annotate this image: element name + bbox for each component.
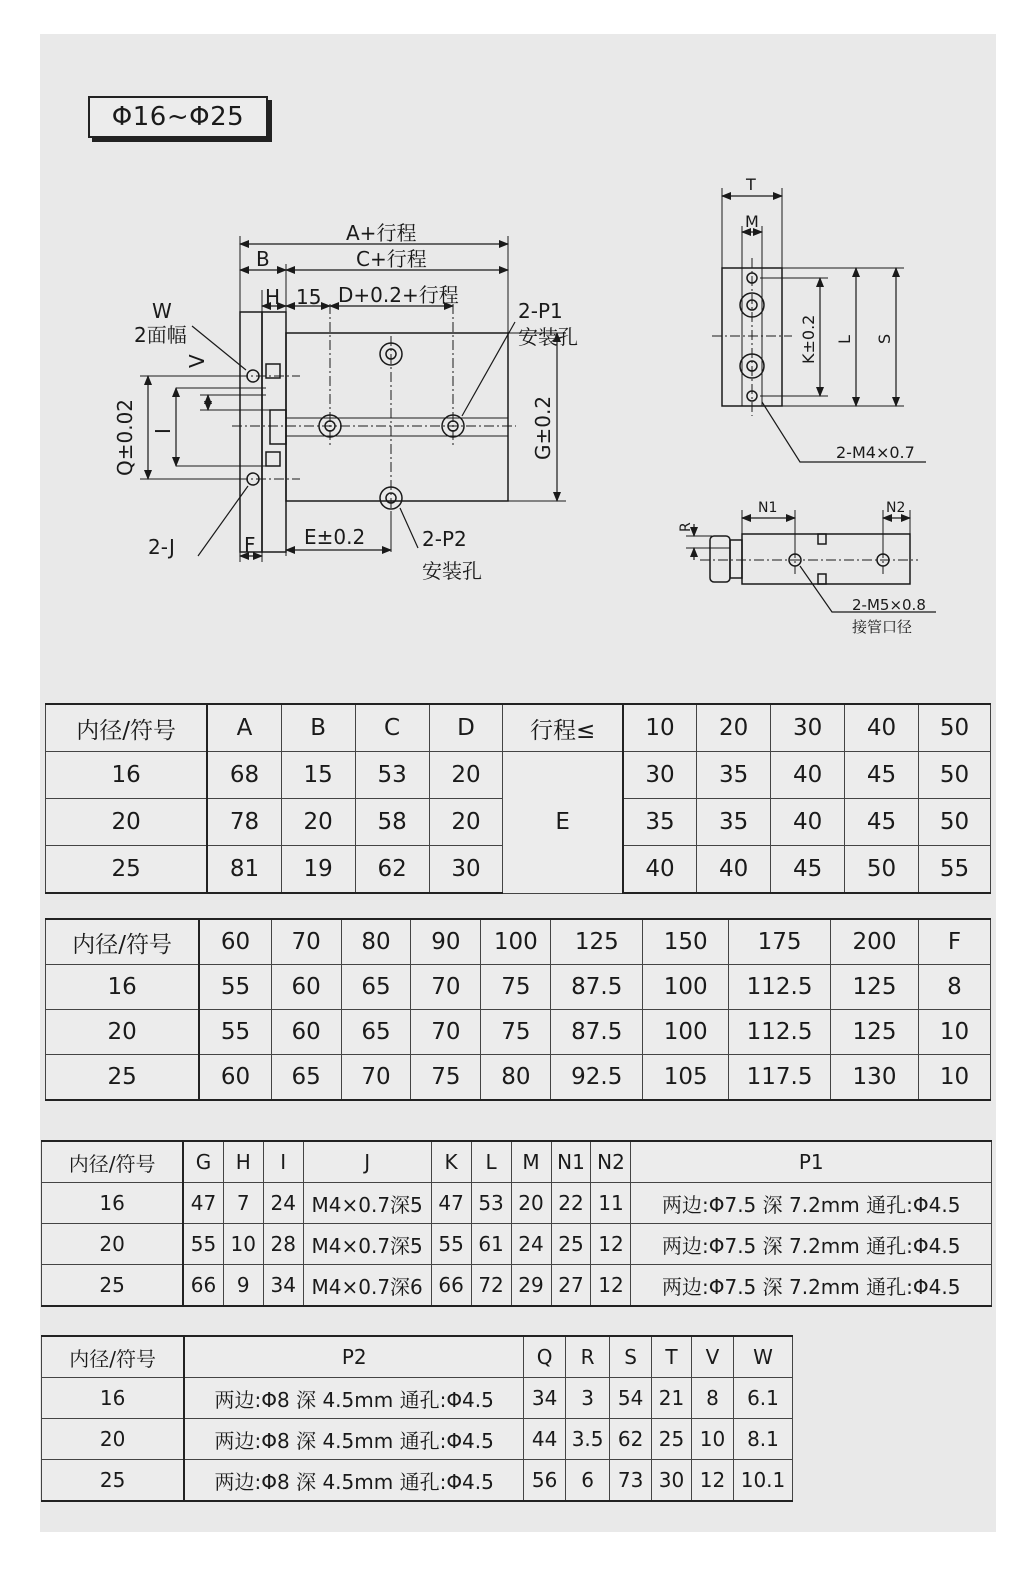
label-k: K±0.2 (799, 314, 818, 364)
value-cell: 60 (271, 1010, 341, 1055)
header-cell: 90 (411, 919, 481, 965)
value-cell: 92.5 (551, 1055, 643, 1101)
table-row (46, 1010, 991, 1055)
label-s: S (875, 333, 894, 344)
header-cell: N2 (591, 1141, 631, 1183)
value-cell: 72 (471, 1265, 511, 1307)
value-cell: 25 (551, 1224, 591, 1265)
value-cell: 68 (207, 752, 281, 799)
value-cell: 87.5 (551, 965, 643, 1010)
header-cell: 内径/符号 (46, 704, 208, 752)
value-cell: 24 (511, 1224, 551, 1265)
value-cell: 两边:Φ7.5 深 7.2mm 通孔:Φ4.5 (631, 1224, 992, 1265)
value-cell: 6 (566, 1460, 610, 1502)
header-cell: 内径/符号 (42, 1336, 185, 1378)
header-cell: 100 (481, 919, 551, 965)
value-cell: 20 (511, 1183, 551, 1224)
header-cell: W (733, 1336, 792, 1378)
value-cell: 53 (355, 752, 429, 799)
value-cell: 12 (591, 1224, 631, 1265)
header-cell: A (207, 704, 281, 752)
label-c-stroke: C+行程 (356, 247, 427, 271)
value-cell: 10 (692, 1419, 734, 1460)
label-two-flats: 2面幅 (134, 323, 187, 347)
header-cell: 40 (845, 704, 919, 752)
value-cell: 3 (566, 1378, 610, 1419)
header-cell: P1 (631, 1141, 992, 1183)
label-g: G±0.2 (531, 395, 555, 460)
e-label-cell: E (503, 752, 623, 894)
bore-cell: 20 (42, 1224, 184, 1265)
value-cell: 12 (591, 1265, 631, 1307)
value-cell: 27 (551, 1265, 591, 1307)
header-cell: 20 (697, 704, 771, 752)
value-cell: 3.5 (566, 1419, 610, 1460)
value-cell: 两边:Φ8 深 4.5mm 通孔:Φ4.5 (184, 1419, 523, 1460)
value-cell: 70 (411, 965, 481, 1010)
value-cell: 10 (223, 1224, 263, 1265)
value-cell: 两边:Φ7.5 深 7.2mm 通孔:Φ4.5 (631, 1183, 992, 1224)
bore-cell: 20 (42, 1419, 185, 1460)
value-cell: 55 (183, 1224, 223, 1265)
series-title: Φ16~Φ25 (88, 96, 268, 138)
value-cell: 78 (207, 799, 281, 846)
header-cell: P2 (184, 1336, 523, 1378)
value-cell: 10 (918, 1055, 990, 1101)
value-cell: 87.5 (551, 1010, 643, 1055)
bore-cell: 25 (42, 1460, 185, 1502)
header-cell: 50 (919, 704, 991, 752)
label-p1-hole: 安装孔 (518, 325, 578, 349)
value-cell: 66 (431, 1265, 471, 1307)
value-cell: 25 (652, 1419, 692, 1460)
table-row (42, 1460, 793, 1502)
value-cell: 6.1 (733, 1378, 792, 1419)
header-cell: 200 (831, 919, 919, 965)
bore-cell: 20 (46, 799, 208, 846)
value-cell: 两边:Φ8 深 4.5mm 通孔:Φ4.5 (184, 1460, 523, 1502)
value-cell: 66 (183, 1265, 223, 1307)
value-cell: 105 (643, 1055, 729, 1101)
label-b: B (256, 247, 270, 271)
value-cell: 40 (697, 846, 771, 894)
value-cell: 81 (207, 846, 281, 894)
value-cell: 56 (524, 1460, 566, 1502)
value-cell: 54 (610, 1378, 652, 1419)
header-cell: R (566, 1336, 610, 1378)
value-cell: 60 (199, 1055, 271, 1101)
label-p2-hole: 安装孔 (422, 559, 482, 583)
label-m4: 2-M4×0.7 (836, 443, 915, 462)
value-cell: 44 (524, 1419, 566, 1460)
value-cell: 24 (263, 1183, 303, 1224)
value-cell: 19 (281, 846, 355, 894)
table-header-row (42, 1141, 992, 1183)
value-cell: 21 (652, 1378, 692, 1419)
value-cell: 100 (643, 965, 729, 1010)
value-cell: M4×0.7深5 (303, 1224, 431, 1265)
value-cell: 20 (429, 752, 503, 799)
label-p2: 2-P2 (422, 527, 467, 551)
label-15: 15 (296, 285, 322, 309)
header-cell: 80 (341, 919, 411, 965)
stroke-table (45, 918, 991, 1101)
header-cell: J (303, 1141, 431, 1183)
value-cell: 125 (831, 965, 919, 1010)
value-cell: 两边:Φ8 深 4.5mm 通孔:Φ4.5 (184, 1378, 523, 1419)
value-cell: 55 (199, 965, 271, 1010)
header-cell: 125 (551, 919, 643, 965)
header-cell: L (471, 1141, 511, 1183)
value-cell: 8 (918, 965, 990, 1010)
table-row (42, 1183, 992, 1224)
value-cell: 100 (643, 1010, 729, 1055)
value-cell: 11 (591, 1183, 631, 1224)
value-cell: 65 (341, 1010, 411, 1055)
value-cell: 40 (771, 752, 845, 799)
value-cell: 40 (623, 846, 697, 894)
value-cell: 117.5 (729, 1055, 831, 1101)
header-cell: B (281, 704, 355, 752)
value-cell: 60 (271, 965, 341, 1010)
value-cell: 50 (919, 752, 991, 799)
value-cell: 20 (281, 799, 355, 846)
value-cell: 45 (771, 846, 845, 894)
value-cell: 8.1 (733, 1419, 792, 1460)
dimension-table-a-e (45, 703, 991, 894)
table-header-row (46, 919, 991, 965)
label-m5: 2-M5×0.8 (852, 596, 926, 614)
label-port: 接管口径 (852, 618, 913, 636)
value-cell: 47 (431, 1183, 471, 1224)
value-cell: 47 (183, 1183, 223, 1224)
value-cell: 35 (623, 799, 697, 846)
bore-cell: 20 (46, 1010, 200, 1055)
label-i: I (151, 428, 175, 434)
value-cell: 53 (471, 1183, 511, 1224)
value-cell: 80 (481, 1055, 551, 1101)
value-cell: 112.5 (729, 965, 831, 1010)
label-l: L (835, 335, 854, 344)
value-cell: 40 (771, 799, 845, 846)
header-cell: G (183, 1141, 223, 1183)
label-j: 2-J (148, 535, 175, 559)
bore-cell: 16 (46, 965, 200, 1010)
value-cell: 61 (471, 1224, 511, 1265)
header-cell: S (610, 1336, 652, 1378)
value-cell: 30 (623, 752, 697, 799)
dimension-table-p2-w (41, 1335, 793, 1502)
value-cell: 62 (610, 1419, 652, 1460)
header-cell: K (431, 1141, 471, 1183)
header-cell: D (429, 704, 503, 752)
header-cell: 60 (199, 919, 271, 965)
value-cell: 30 (429, 846, 503, 894)
label-m: M (745, 212, 759, 231)
value-cell: 62 (355, 846, 429, 894)
label-t: T (746, 175, 756, 194)
label-r: R (678, 522, 694, 532)
value-cell: 65 (341, 965, 411, 1010)
bore-cell: 25 (46, 1055, 200, 1101)
table-row (42, 1419, 793, 1460)
value-cell: 34 (263, 1265, 303, 1307)
value-cell: 70 (341, 1055, 411, 1101)
value-cell: 45 (845, 752, 919, 799)
value-cell: 70 (411, 1010, 481, 1055)
value-cell: 7 (223, 1183, 263, 1224)
table-row (46, 752, 991, 799)
value-cell: 73 (610, 1460, 652, 1502)
header-cell: 10 (623, 704, 697, 752)
header-cell: C (355, 704, 429, 752)
table-row (42, 1265, 992, 1307)
bore-cell: 16 (46, 752, 208, 799)
label-n2: N2 (886, 500, 906, 516)
value-cell: 10.1 (733, 1460, 792, 1502)
value-cell: 50 (919, 799, 991, 846)
label-w: W (152, 299, 172, 323)
header-cell: 175 (729, 919, 831, 965)
value-cell: 75 (481, 965, 551, 1010)
value-cell: 22 (551, 1183, 591, 1224)
label-e: E±0.2 (304, 525, 366, 549)
header-cell: 行程≤ (503, 704, 623, 752)
table-row (46, 965, 991, 1010)
header-cell: I (263, 1141, 303, 1183)
header-cell: 内径/符号 (42, 1141, 184, 1183)
value-cell: 75 (481, 1010, 551, 1055)
header-cell: F (918, 919, 990, 965)
value-cell: 10 (918, 1010, 990, 1055)
value-cell: 55 (199, 1010, 271, 1055)
table-header-row (46, 704, 991, 752)
value-cell: 55 (431, 1224, 471, 1265)
header-cell: 150 (643, 919, 729, 965)
bore-cell: 25 (46, 846, 208, 894)
value-cell: 28 (263, 1224, 303, 1265)
value-cell: 50 (845, 846, 919, 894)
value-cell: 35 (697, 752, 771, 799)
value-cell: 130 (831, 1055, 919, 1101)
header-cell: Q (524, 1336, 566, 1378)
header-cell: 内径/符号 (46, 919, 200, 965)
header-cell: M (511, 1141, 551, 1183)
technical-drawing (0, 0, 1036, 690)
bore-cell: 16 (42, 1378, 185, 1419)
header-cell: 30 (771, 704, 845, 752)
table-header-row (42, 1336, 793, 1378)
bore-cell: 25 (42, 1265, 184, 1307)
label-p1: 2-P1 (518, 299, 563, 323)
header-cell: T (652, 1336, 692, 1378)
value-cell: 20 (429, 799, 503, 846)
value-cell: M4×0.7深5 (303, 1183, 431, 1224)
value-cell: 35 (697, 799, 771, 846)
value-cell: 8 (692, 1378, 734, 1419)
value-cell: 29 (511, 1265, 551, 1307)
value-cell: 45 (845, 799, 919, 846)
value-cell: 两边:Φ7.5 深 7.2mm 通孔:Φ4.5 (631, 1265, 992, 1307)
value-cell: 125 (831, 1010, 919, 1055)
header-cell: H (223, 1141, 263, 1183)
value-cell: 15 (281, 752, 355, 799)
label-a-stroke: A+行程 (346, 221, 417, 245)
header-cell: 70 (271, 919, 341, 965)
header-cell: N1 (551, 1141, 591, 1183)
value-cell: 9 (223, 1265, 263, 1307)
value-cell: 58 (355, 799, 429, 846)
value-cell: 12 (692, 1460, 734, 1502)
value-cell: 55 (919, 846, 991, 894)
label-d-stroke: D+0.2+行程 (338, 283, 459, 307)
table-row (42, 1224, 992, 1265)
header-cell: V (692, 1336, 734, 1378)
value-cell: 34 (524, 1378, 566, 1419)
table-row (42, 1378, 793, 1419)
label-v: V (185, 354, 209, 368)
bore-cell: 16 (42, 1183, 184, 1224)
label-q: Q±0.02 (113, 398, 137, 476)
label-f: F (244, 533, 256, 557)
label-h: H (265, 285, 281, 309)
value-cell: 112.5 (729, 1010, 831, 1055)
label-n1: N1 (758, 500, 778, 516)
value-cell: M4×0.7深6 (303, 1265, 431, 1307)
value-cell: 75 (411, 1055, 481, 1101)
value-cell: 65 (271, 1055, 341, 1101)
table-row (46, 1055, 991, 1101)
value-cell: 30 (652, 1460, 692, 1502)
dimension-table-g-p1 (41, 1140, 992, 1307)
